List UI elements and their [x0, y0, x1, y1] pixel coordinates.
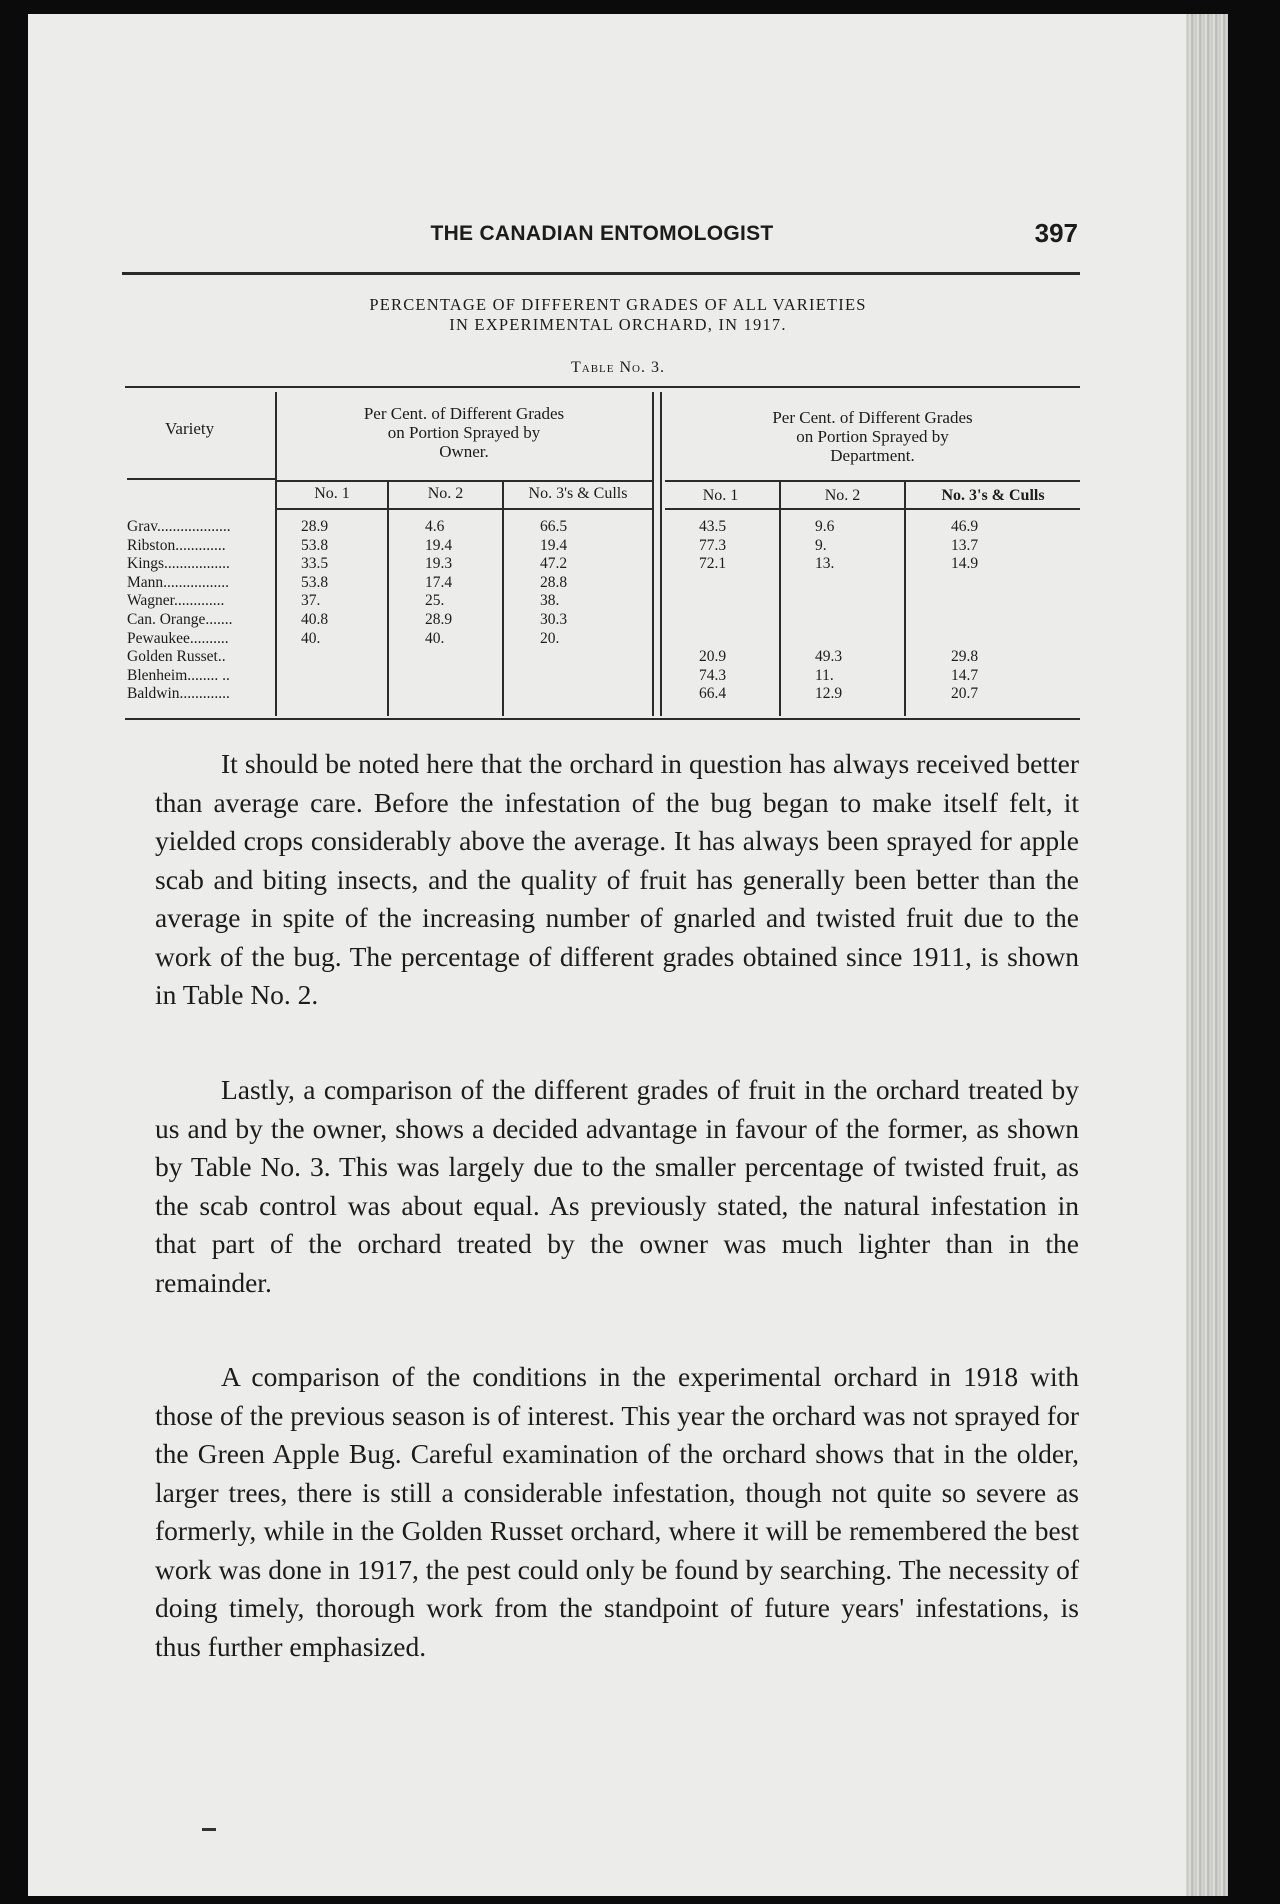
department-group-line: Per Cent. of Different Grades [772, 408, 973, 427]
page-edge-decoration [1186, 14, 1228, 1896]
department-group-line: on Portion Sprayed by [796, 427, 949, 446]
department-cell: 20.9 [699, 648, 727, 666]
running-header [126, 218, 1078, 258]
department-cell: 9. [815, 536, 827, 554]
department-cell: 72.1 [699, 555, 727, 573]
paragraph-1 [155, 745, 1079, 1015]
department-cell: 43.5 [699, 518, 727, 535]
owner-col-no1: No. 1 [314, 485, 350, 502]
owner-cell: 33.5 [301, 555, 329, 573]
table-caption-line-1: PERCENTAGE OF DIFFERENT GRADES OF ALL VARIETIES [369, 295, 867, 314]
owner-cell: 25. [425, 592, 445, 610]
owner-col-no3-culls: No. 3's & Culls [528, 485, 628, 502]
variety-header-rule [127, 478, 277, 480]
page-number: 397 [1034, 218, 1078, 248]
department-cell: 66.4 [699, 685, 727, 703]
group-divider-b [660, 392, 662, 716]
department-cell: 46.9 [951, 518, 979, 535]
owner-cell: 40.8 [301, 611, 329, 628]
table-label: Table No. 3. [571, 359, 665, 376]
row-variety: Blenheim........ .. [127, 666, 230, 684]
row-variety: Kings................. [127, 555, 230, 573]
owner-col-no2: No. 2 [427, 485, 464, 502]
department-cell: 9.6 [815, 518, 835, 535]
owner-cell: 28.9 [425, 611, 453, 628]
row-variety: Golden Russet.. [127, 648, 226, 666]
row-variety: Mann................. [127, 573, 230, 591]
grades-table [125, 386, 1080, 721]
owner-subheader-rule [275, 480, 653, 482]
dept-col-no1: No. 1 [702, 487, 739, 504]
owner-group-line: Owner. [439, 442, 489, 461]
department-cell: 13.7 [951, 536, 979, 554]
owner-cell: 37. [301, 592, 321, 610]
owner-cell: 40. [425, 629, 445, 647]
owner-cell: 17.4 [425, 573, 453, 591]
department-group-header [665, 408, 1080, 465]
variety-header: Variety [165, 419, 215, 438]
paragraph-3 [155, 1358, 1079, 1666]
department-cell: 11. [815, 666, 834, 684]
department-cell: 74.3 [699, 666, 727, 684]
table-bottom-rule [125, 718, 1080, 720]
group-divider-a [652, 392, 654, 716]
owner-cell: 53.8 [301, 573, 329, 591]
owner-cell: 19.3 [425, 555, 453, 573]
row-variety: Can. Orange....... [127, 611, 233, 628]
bottom-dash-mark [202, 1828, 216, 1831]
owner-cell: 53.8 [301, 536, 329, 554]
paragraph-text: It should be noted here that the orchard in question has always received better than average care. Before the infestation of the bug began to make itself felt, it yielded crops considerably above the average. It has always been sprayed for apple scab and biting insects, and the quality of fruit has generally been better than the average in spite of the increasing number of gnarled and twisted fruit due to the work of the bug. The percentage of different grades obtained since 1911, is shown in Table No. 2. [155, 748, 1079, 1010]
owner-cell: 66.5 [540, 518, 568, 535]
department-cell: 77.3 [699, 536, 727, 554]
department-cell: 29.8 [951, 648, 979, 666]
owner-cell: 47.2 [540, 555, 568, 573]
table-caption-line-2: IN EXPERIMENTAL ORCHARD, IN 1917. [449, 315, 787, 334]
owner-cell: 4.6 [425, 518, 445, 535]
department-cell: 14.7 [951, 666, 979, 684]
paragraph-text: Lastly, a comparison of the different grades of fruit in the orchard treated by us and by the owner, shows a decided advantage in favour of the former, as shown by Table No. 3. This was largely due to the smaller percentage of twisted fruit, as the scab control was about equal. As previously stated, the natural infestation in that part of the orchard treated by the owner was much lighter than in the remainder. [155, 1074, 1079, 1298]
owner-group-line: on Portion Sprayed by [387, 423, 541, 442]
row-variety: Ribston............. [127, 536, 226, 554]
book-page [28, 14, 1228, 1896]
owner-cell: 38. [540, 592, 560, 610]
dept-col-no3-culls: No. 3's & Culls [941, 487, 1045, 504]
row-variety: Pewaukee.......... [127, 629, 229, 647]
owner-cell: 40. [301, 629, 321, 647]
owner-cell: 19.4 [540, 536, 568, 554]
department-subheader-rule [665, 480, 1080, 482]
owner-col-divider-2 [502, 482, 504, 716]
owner-cell: 28.8 [540, 573, 568, 591]
owner-group-header [277, 404, 651, 461]
department-cell: 14.9 [951, 555, 979, 573]
department-cell: 12.9 [815, 685, 843, 703]
running-title: THE CANADIAN ENTOMOLOGIST [430, 222, 774, 245]
owner-cell: 28.9 [301, 518, 329, 535]
dept-col-divider-2 [904, 482, 906, 716]
department-group-line: Department. [830, 446, 915, 465]
paragraph-2 [155, 1071, 1079, 1302]
row-variety: Baldwin............. [127, 685, 230, 703]
header-rule [122, 272, 1080, 275]
dept-col-divider-1 [779, 482, 781, 716]
dept-col-no2: No. 2 [824, 487, 861, 504]
department-cell: 20.7 [951, 685, 979, 703]
department-column-rule [665, 508, 1080, 510]
row-variety: Wagner............. [127, 592, 225, 610]
owner-column-rule [275, 508, 653, 510]
owner-group-line: Per Cent. of Different Grades [363, 404, 565, 423]
table-top-rule [125, 386, 1080, 388]
department-cell: 13. [815, 555, 835, 573]
paragraph-text: A comparison of the conditions in the experimental orchard in 1918 with those of the previous season is of interest. This year the orchard was not sprayed for the Green Apple Bug. Careful examination of the orchard shows that in the older, larger trees, there is still a considerable infestation, though not quite so severe as formerly, while in the Golden Russet orchard, where it will be remembered the best work was done in 1917, the pest could only be found by searching. The necessity of doing timely, thorough work from the standpoint of future years' infestations, is thus further emphasized. [155, 1361, 1079, 1662]
owner-col-divider-1 [387, 482, 389, 716]
row-variety: Grav................... [127, 518, 231, 535]
owner-cell: 20. [540, 629, 560, 647]
owner-cell: 30.3 [540, 611, 568, 628]
owner-cell: 19.4 [425, 536, 453, 554]
department-cell: 49.3 [815, 648, 843, 666]
